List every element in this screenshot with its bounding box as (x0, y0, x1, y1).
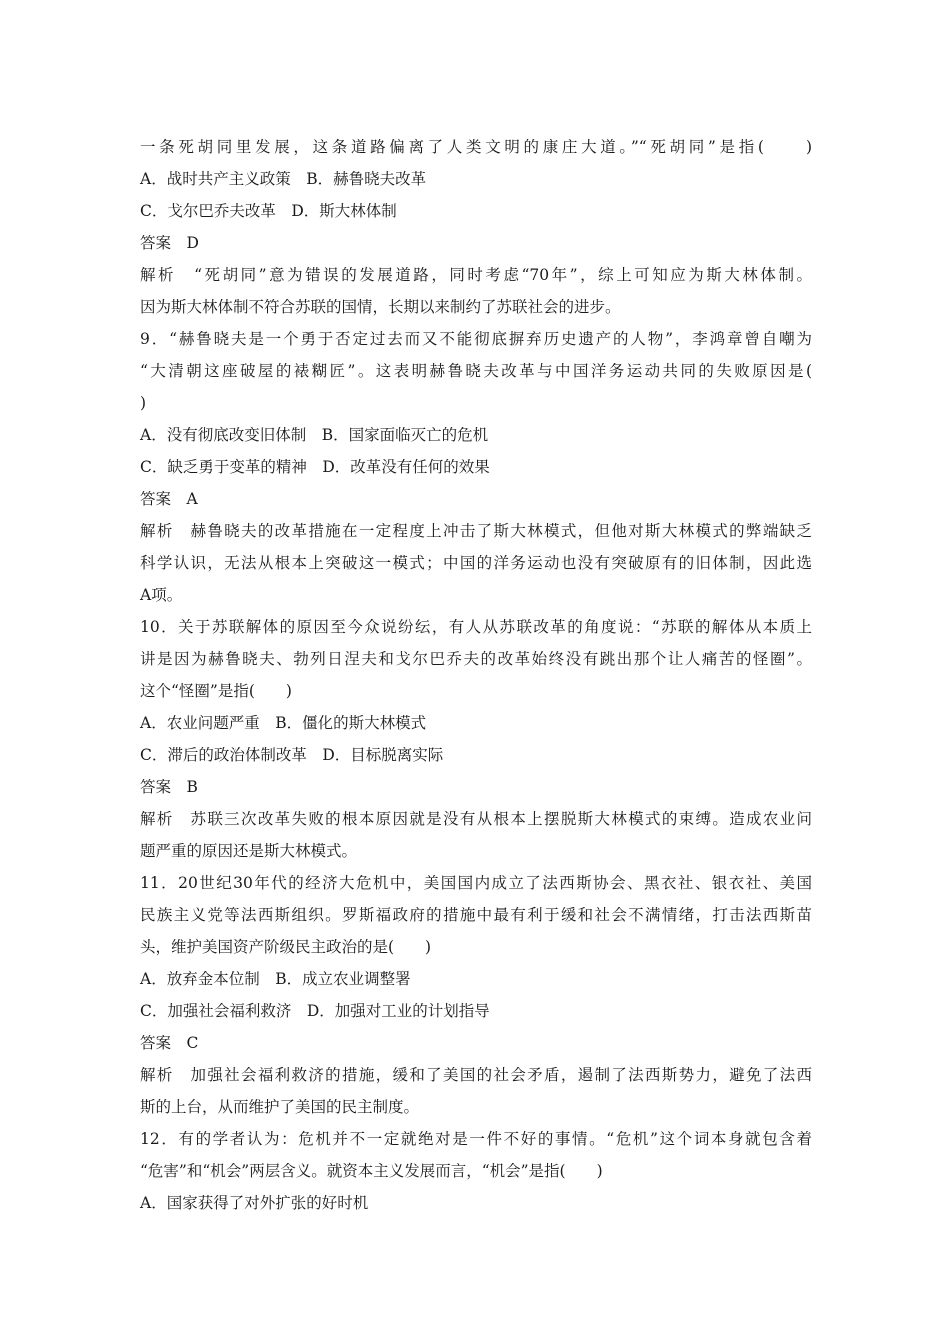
question-10-line: 10．关于苏联解体的原因至今众说纷纭，有人从苏联改革的角度说：“苏联的解体从本质上 (140, 618, 812, 636)
option-line: A．放弃金本位制 B．成立农业调整署 (140, 970, 411, 988)
document-body (140, 131, 812, 1219)
option-line: C．戈尔巴乔夫改革 D．斯大林体制 (140, 202, 397, 220)
answer-line: 答案 C (140, 1034, 199, 1052)
analysis-line: 解析 苏联三次改革失败的根本原因就是没有从根本上摆脱斯大林模式的束缚。造成农业问 (140, 810, 812, 828)
answer-line: 答案 D (140, 234, 199, 252)
analysis-line: 解析 “死胡同”意为错误的发展道路，同时考虑“70年”，综上可知应为斯大林体制。 (140, 266, 812, 284)
option-line: A．国家获得了对外扩张的好时机 (140, 1194, 369, 1212)
question-11-line: 头，维护美国资产阶级民主政治的是( ) (140, 938, 432, 956)
option-line: C．缺乏勇于变革的精神 D．改革没有任何的效果 (140, 458, 490, 476)
analysis-line: 科学认识，无法从根本上突破这一模式；中国的洋务运动也没有突破原有的旧体制，因此选 (140, 554, 812, 572)
analysis-line: A项。 (140, 586, 183, 604)
question-12-line: 12．有的学者认为：危机并不一定就绝对是一件不好的事情。“危机”这个词本身就包含着 (140, 1130, 812, 1148)
option-line: A．农业问题严重 B．僵化的斯大林模式 (140, 714, 427, 732)
answer-line: 答案 A (140, 490, 198, 508)
answer-line: 答案 B (140, 778, 198, 796)
option-line: C．加强社会福利救济 D．加强对工业的计划指导 (140, 1002, 490, 1020)
option-line: A．战时共产主义政策 B．赫鲁晓夫改革 (140, 170, 427, 188)
analysis-line: 因为斯大林体制不符合苏联的国情，长期以来制约了苏联社会的进步。 (140, 298, 621, 316)
question-12-line: “危害”和“机会”两层含义。就资本主义发展而言，“机会”是指( ) (140, 1162, 603, 1180)
analysis-line: 斯的上台，从而维护了美国的民主制度。 (140, 1098, 420, 1116)
analysis-line: 解析 赫鲁晓夫的改革措施在一定程度上冲击了斯大林模式，但他对斯大林模式的弊端缺乏 (140, 522, 812, 540)
question-9-line: 9．“赫鲁晓夫是一个勇于否定过去而又不能彻底摒弃历史遗产的人物”，李鸿章曾自嘲为 (140, 330, 812, 348)
question-11-line: 11．20世纪30年代的经济大危机中，美国国内成立了法西斯协会、黑衣社、银衣社、美国 (140, 874, 812, 892)
text-line: 一条死胡同里发展，这条道路偏离了人类文明的康庄大道。”“死胡同”是指( ) (140, 138, 812, 156)
question-9-line: ) (140, 394, 147, 412)
question-11-line: 民族主义党等法西斯组织。罗斯福政府的措施中最有利于缓和社会不满情绪，打击法西斯苗 (140, 906, 812, 924)
option-line: A．没有彻底改变旧体制 B．国家面临灭亡的危机 (140, 426, 489, 444)
analysis-line: 解析 加强社会福利救济的措施，缓和了美国的社会矛盾，遏制了法西斯势力，避免了法西 (140, 1066, 812, 1084)
option-line: C．滞后的政治体制改革 D．目标脱离实际 (140, 746, 444, 764)
analysis-line: 题严重的原因还是斯大林模式。 (140, 842, 358, 860)
question-9-line: “大清朝这座破屋的裱糊匠”。这表明赫鲁晓夫改革与中国洋务运动共同的失败原因是( (140, 362, 812, 380)
question-10-line: 讲是因为赫鲁晓夫、勃列日涅夫和戈尔巴乔夫的改革始终没有跳出那个让人痛苦的怪圈”。 (140, 650, 812, 668)
question-10-line: 这个“怪圈”是指( ) (140, 682, 292, 700)
